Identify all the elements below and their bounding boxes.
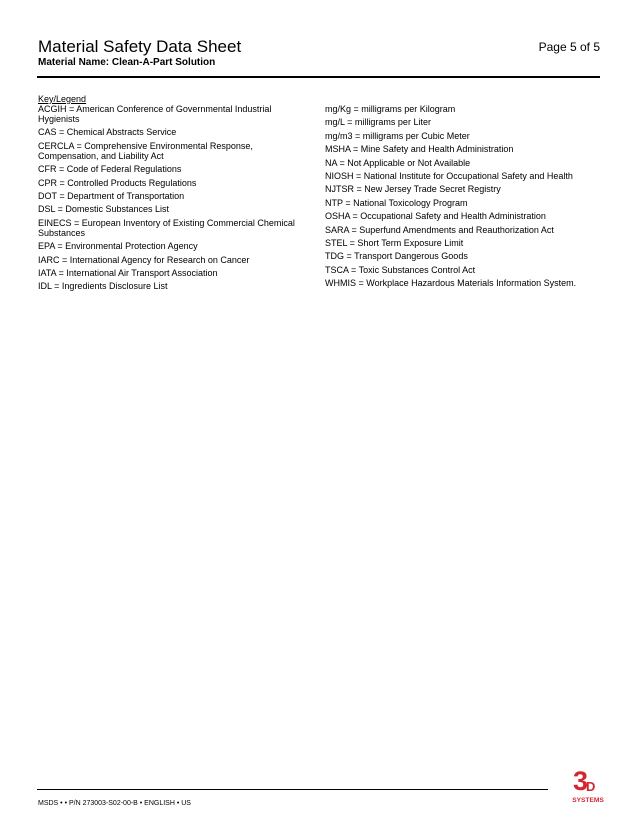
legend-item: DOT = Department of Transportation — [38, 190, 185, 201]
material-name: Material Name: Clean-A-Part Solution — [38, 57, 216, 68]
legend-item: SARA = Superfund Amendments and Reauthorization Act — [325, 224, 554, 235]
header-divider — [37, 76, 600, 78]
legend-item: TDG = Transport Dangerous Goods — [325, 251, 468, 262]
legend-item: NIOSH = National Institute for Occupational Safety and Health — [325, 170, 573, 181]
footer-divider — [37, 789, 548, 790]
legend-item: IARC = International Agency for Research on Cancer — [38, 254, 250, 265]
legend-item: TSCA = Toxic Substances Control Act — [325, 264, 476, 275]
legend-item: CERCLA = Comprehensive Environmental Response, Compensation, and Liability Act — [38, 140, 253, 161]
legend-item: NJTSR = New Jersey Trade Secret Registry — [325, 184, 501, 195]
legend-item: CPR = Controlled Products Regulations — [38, 177, 197, 188]
legend-left-column — [38, 104, 312, 295]
key-legend-heading: Key/Legend — [38, 94, 87, 104]
legend-item: IATA = International Air Transport Association — [38, 267, 218, 278]
legend-item: EPA = Environmental Protection Agency — [38, 241, 198, 252]
page-number: Page 5 of 5 — [538, 40, 600, 54]
legend-right-column — [325, 104, 600, 291]
logo-systems-text: SYSTEMS — [572, 797, 604, 804]
legend-item: NA = Not Applicable or Not Available — [325, 157, 471, 168]
legend-item: mg/m3 = milligrams per Cubic Meter — [325, 130, 470, 141]
legend-item: IDL = Ingredients Disclosure List — [38, 281, 168, 292]
logo-mark-d: D — [586, 779, 596, 794]
3d-systems-logo — [570, 764, 606, 804]
legend-item: MSHA = Mine Safety and Health Administration — [325, 144, 514, 155]
legend-item: CAS = Chemical Abstracts Service — [38, 127, 177, 138]
document-title: Material Safety Data Sheet — [38, 37, 242, 56]
legend-item: DSL = Domestic Substances List — [38, 204, 169, 215]
legend-item: ACGIH = American Conference of Governmental Industrial Hygienists — [38, 104, 272, 124]
legend-item: STEL = Short Term Exposure Limit — [325, 237, 464, 248]
legend-item: CFR = Code of Federal Regulations — [38, 164, 182, 175]
legend-item: EINECS = European Inventory of Existing Commercial Chemical Substances — [38, 217, 295, 238]
legend-item: mg/L = milligrams per Liter — [325, 117, 431, 128]
footer-text: MSDS • • P/N 273003-S02-00-B • ENGLISH • US — [38, 800, 191, 807]
legend-item: OSHA = Occupational Safety and Health Administration — [325, 211, 546, 222]
legend-item: mg/Kg = milligrams per Kilogram — [325, 104, 456, 114]
logo-mark-3: 3 — [573, 766, 589, 796]
legend-item: WHMIS = Workplace Hazardous Materials Information System. — [325, 278, 577, 289]
legend-item: NTP = National Toxicology Program — [325, 197, 468, 208]
